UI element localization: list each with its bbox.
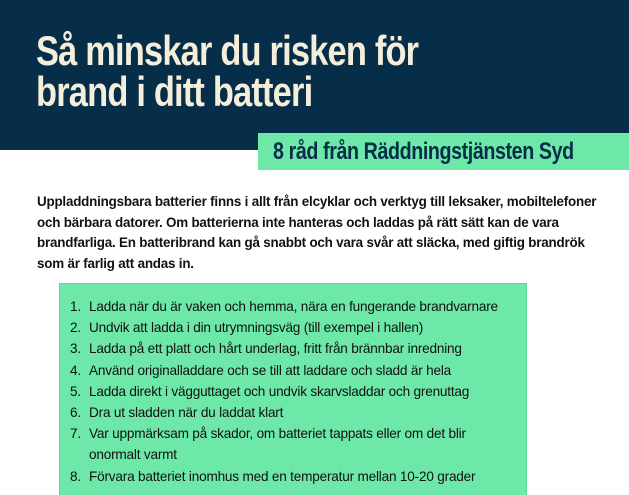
header-banner: [0, 0, 629, 150]
tip-item: [70, 423, 520, 465]
tip-text: Förvara batteriet inomhus med en temperatur mellan 10-20 grader: [89, 468, 476, 484]
tip-text: Var uppmärksam på skador, om batteriet tappats eller om det blir onormalt varmt: [89, 426, 466, 463]
tip-number: 1.: [70, 299, 81, 314]
tip-item: [70, 296, 520, 317]
tip-text: Använd originalladdare och se till att laddare och sladd är hela: [89, 362, 452, 378]
intro-paragraph: Uppladdningsbara batterier finns i allt från elcyklar och verktyg till leksaker, mobiltelefoner och bärbara datorer. Om batterierna inte hanteras och laddas på rätt sätt kan de vara brandfarliga. En batteribrand kan gå snabbt och vara svår att släcka, med giftig brandrök som är farlig att andas in.: [37, 194, 597, 271]
page-title: [36, 27, 419, 115]
tip-item: [70, 338, 520, 359]
tip-number: 3.: [70, 341, 81, 357]
tip-number: 7.: [70, 426, 81, 442]
tip-item: [70, 402, 520, 423]
tip-text: Ladda på ett platt och hårt underlag, fritt från brännbar inredning: [89, 341, 462, 357]
tip-text: Dra ut sladden när du laddat klart: [89, 405, 284, 421]
tip-text: Ladda när du är vaken och hemma, nära en fungerande brandvarnare: [89, 299, 498, 314]
tip-item: [70, 317, 520, 338]
tip-number: 2.: [70, 320, 81, 336]
tip-number: 6.: [70, 405, 81, 421]
subtitle-banner: [258, 133, 629, 170]
tip-item: [70, 360, 520, 381]
tips-list: [70, 296, 520, 487]
title-line-2: brand i ditt batteri: [36, 68, 313, 115]
tip-item: [70, 381, 520, 402]
tip-number: 8.: [70, 468, 81, 484]
tip-number: 5.: [70, 383, 81, 399]
tip-text: Ladda direkt i vägguttaget och undvik skarvsladdar och grenuttag: [89, 383, 470, 399]
tip-number: 4.: [70, 362, 81, 378]
tip-text: Undvik att ladda i din utrymningsväg (till exempel i hallen): [89, 320, 424, 336]
tips-box: [59, 283, 527, 495]
tip-item: [70, 466, 520, 487]
subtitle: 8 råd från Räddningstjänsten Syd: [273, 138, 574, 165]
title-line-1: Så minskar du risken för: [36, 27, 419, 74]
